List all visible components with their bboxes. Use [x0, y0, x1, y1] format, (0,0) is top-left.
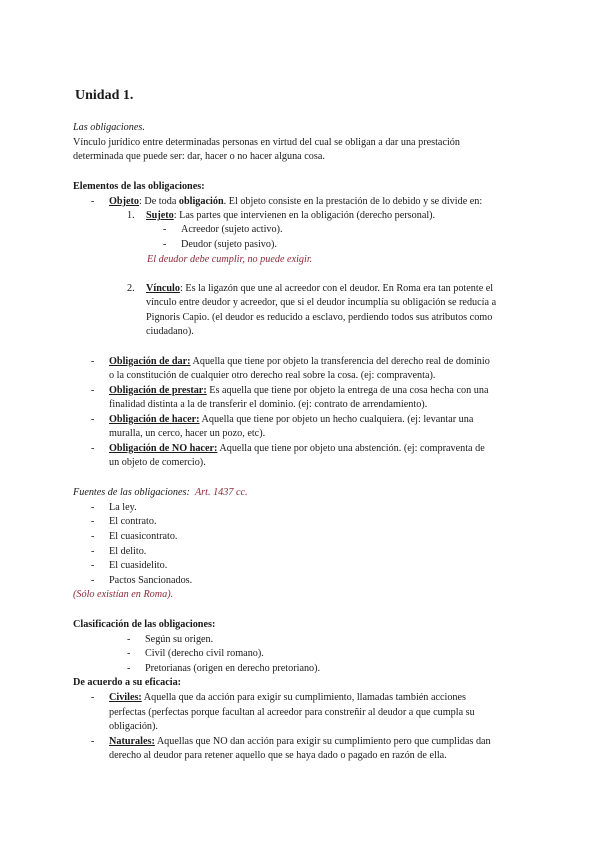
- objeto-label: Objeto: [109, 196, 139, 207]
- sujeto-item: Acreedor (sujeto activo).: [181, 224, 283, 235]
- fuente-item: El contrato.: [109, 516, 157, 527]
- fuente-item: El delito.: [109, 546, 147, 557]
- civiles-label: Civiles:: [109, 692, 142, 703]
- bullet-dash: -: [163, 224, 167, 235]
- tipo-line: [109, 442, 485, 457]
- tipo-line: o la constitución de cualquier otro derecho real sobre la cosa. (ej: compraventa).: [109, 370, 436, 381]
- bullet-dash: -: [91, 531, 95, 542]
- tipo-text: Es aquella que tiene por objeto la entrega de una cosa hecha con una: [206, 385, 489, 396]
- vinculo-text: : Es la ligazón que une al acreedor con el deudor. En Roma era tan potente el: [179, 283, 494, 294]
- bullet-dash: -: [91, 692, 95, 703]
- objeto-text2: . El objeto consiste en la prestación de lo debido y se divide en:: [223, 196, 483, 207]
- tipo-label: Obligación de NO hacer:: [109, 443, 218, 454]
- bullet-dash: -: [91, 516, 95, 527]
- civiles-text: Aquella que da acción para exigir su cumplimiento, llamadas también acciones: [141, 692, 467, 703]
- naturales-line: derecho al deudor para retener aquello que se haya dado o pagado en razón de ella.: [109, 750, 447, 761]
- tipo-label: Obligación de dar:: [109, 356, 191, 367]
- tipo-line: muralla, un cerco, hacer un pozo, etc).: [109, 428, 266, 439]
- sujeto-label: Sujeto: [146, 210, 174, 221]
- vinculo-line: ciudadano).: [146, 326, 194, 337]
- sujeto-number: 1.: [127, 210, 135, 221]
- clasificacion-item: Civil (derecho civil romano).: [145, 648, 264, 659]
- bullet-dash: -: [163, 239, 167, 250]
- tipo-text: Aquella que tiene por objeto un hecho cualquiera. (ej: levantar una: [199, 414, 474, 425]
- fuentes-article: Art. 1437 cc.: [194, 487, 248, 498]
- bullet-dash: -: [91, 560, 95, 571]
- fuentes-heading: Fuentes de las obligaciones:: [73, 487, 190, 498]
- clasificacion-item: Pretorianas (origen en derecho pretoriano).: [145, 663, 321, 674]
- fuente-item: El cuasicontrato.: [109, 531, 178, 542]
- fuente-item: El cuasidelito.: [109, 560, 168, 571]
- intro-line: determinada que puede ser: dar, hacer o no hacer alguna cosa.: [73, 151, 325, 162]
- tipo-label: Obligación de prestar:: [109, 385, 207, 396]
- bullet-dash: -: [91, 546, 95, 557]
- naturales-line: [109, 735, 491, 750]
- intro-heading: Las obligaciones.: [73, 122, 145, 133]
- tipo-line: finalidad distinta a la de transferir el dominio. (ej: contrato de arrendamiento).: [109, 399, 428, 410]
- clasificacion-heading: Clasificación de las obligaciones:: [73, 619, 216, 630]
- page-title: Unidad 1.: [75, 88, 134, 103]
- bullet-dash: -: [127, 634, 131, 645]
- tipo-text: Aquella que tiene por objeto una abstención. (ej: compraventa de: [217, 443, 485, 454]
- naturales-label: Naturales:: [109, 736, 155, 747]
- bullet-dash: -: [91, 736, 95, 747]
- clasificacion-item: Según su origen.: [145, 634, 214, 645]
- objeto-paragraph: [109, 195, 482, 210]
- naturales-text: Aquellas que NO dan acción para exigir su cumplimiento pero que cumplidas dan: [154, 736, 491, 747]
- fuente-item: Pactos Sancionados.: [109, 575, 193, 586]
- bullet-dash: -: [91, 356, 95, 367]
- fuentes-heading-line: [73, 486, 248, 501]
- tipo-text: Aquella que tiene por objeto la transferencia del derecho real de dominio: [190, 356, 490, 367]
- objeto-bold: obligación: [178, 196, 224, 207]
- bullet-dash: -: [127, 648, 131, 659]
- eficacia-heading: De acuerdo a su eficacia:: [73, 677, 182, 688]
- bullet-dash: -: [127, 663, 131, 674]
- tipo-line: un objeto de comercio).: [109, 457, 206, 468]
- sujeto-text: : Las partes que intervienen en la obligación (derecho personal).: [173, 210, 436, 221]
- tipo-label: Obligación de hacer:: [109, 414, 200, 425]
- tipo-line: [109, 384, 488, 399]
- bullet-dash: -: [91, 443, 95, 454]
- civiles-line: perfectas (perfectas porque facultan al acreedor para constreñir al deudor a que cumpla su: [109, 707, 475, 718]
- fuentes-note: (Sólo existían en Roma).: [73, 589, 174, 600]
- sujeto-paragraph: [146, 209, 435, 224]
- civiles-line: obligación).: [109, 721, 158, 732]
- civiles-line: [109, 691, 466, 706]
- sujeto-item: Deudor (sujeto pasivo).: [181, 239, 277, 250]
- objeto-text1: : De toda: [139, 196, 179, 207]
- vinculo-line: vínculo entre deudor y acreedor, que si el deudor incumplía su obligación se reducía a: [146, 297, 497, 308]
- elementos-heading: Elementos de las obligaciones:: [73, 181, 205, 192]
- bullet-dash: -: [91, 575, 95, 586]
- bullet-dash: -: [91, 502, 95, 513]
- bullet-dash: -: [91, 385, 95, 396]
- tipo-line: [109, 413, 473, 428]
- intro-line: Vínculo jurídico entre determinadas personas en virtud del cual se obligan a dar una prestación: [73, 137, 460, 148]
- fuente-item: La ley.: [109, 502, 137, 513]
- vinculo-number: 2.: [127, 283, 135, 294]
- vinculo-line: Pignoris Capio. (el deudor es reducido a esclavo, perdiendo todos sus atributos como: [146, 312, 493, 323]
- bullet-dash: -: [91, 414, 95, 425]
- bullet-dash: -: [91, 196, 95, 207]
- tipo-line: [109, 355, 490, 370]
- sujeto-note: El deudor debe cumplir, no puede exigir.: [147, 254, 313, 265]
- vinculo-label: Vínculo: [146, 283, 180, 294]
- vinculo-line: [146, 282, 493, 297]
